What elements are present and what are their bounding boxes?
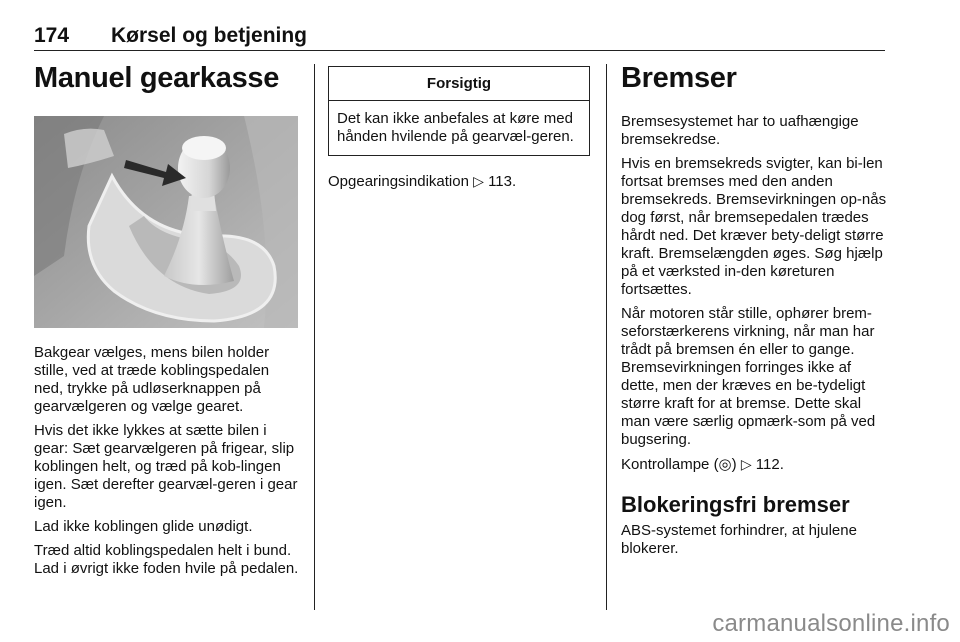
paragraph: Bakgear vælges, mens bilen holder stille, ved at træde koblingspedalen ned, trykke på udløserknappen på gearvælgeren og vælge gearet. [34,344,270,415]
page-header [34,22,885,51]
caution-title: Forsigtig [329,67,589,101]
paragraph: Lad ikke koblingen glide unødigt. [34,518,253,535]
cross-reference[interactable] [328,172,590,191]
warning-lamp-reference[interactable] [621,455,891,474]
subsection-title: Blokeringsfri bremser [621,492,850,517]
page-number: 174 [34,24,70,47]
chapter-title: Kørsel og betjening [111,24,308,47]
paragraph: Træd altid koblingspedalen helt i bund. Lad i øvrigt ikke foden hvile på pedalen. [34,542,299,577]
lamp-label: Kontrollampe [621,456,710,473]
section-title: Manuel gearkasse [34,62,280,94]
column-manual-gearbox [34,62,300,584]
gear-shift-photo [34,116,298,328]
column-divider [606,64,607,610]
reference-arrow-icon: ▷ [473,173,484,189]
paragraph: Hvis en bremsekreds svigter, kan bi-len fortsat bremses med den anden bremsekreds. Bremsevirkningen op-nås dog først, når bremsepedalen trædes hårdt ned. Det kræver bety-deligt større kraft. Bremselængden øges. Søg hjælp på et værksted in-den køreturen fortsættes. [621,155,887,298]
caution-box [328,66,590,156]
lamp-page: 112. [755,456,784,473]
watermark: carmanualsonline.info [712,610,950,637]
column-divider [314,64,315,610]
reference-arrow-icon: ▷ [740,456,752,472]
reference-page: 113. [488,173,517,190]
paragraph: Hvis det ikke lykkes at sætte bilen i gear: Sæt gearvælgeren på frigear, slip koblingen helt, og træd på kob-lingen igen. Sæt derefter gearvæl-geren i gear igen. [34,422,298,511]
paragraph: ABS-systemet forhindrer, at hjulene blokerer. [621,522,857,557]
caution-text: Det kan ikke anbefales at køre med hånden hvilende på gearvæl-geren. [337,110,574,145]
paragraph: Bremsesystemet har to uafhængige bremsekredse. [621,113,859,148]
section-title: Bremser [621,62,737,94]
column-brakes [621,62,891,564]
brake-warning-lamp-icon: (◎) [713,456,737,473]
paragraph: Når motoren står stille, ophører brem-seforstærkerens virkning, når man har trådt på bremsen én eller to gange. Bremsevirkningen forringes ikke af dette, men der kræves en be-tydeligt større kraft for at bremse. Dette skal man være særlig opmærk-som på ved bugsering. [621,305,876,448]
column-caution [328,66,590,197]
reference-label: Opgearingsindikation [328,173,469,190]
